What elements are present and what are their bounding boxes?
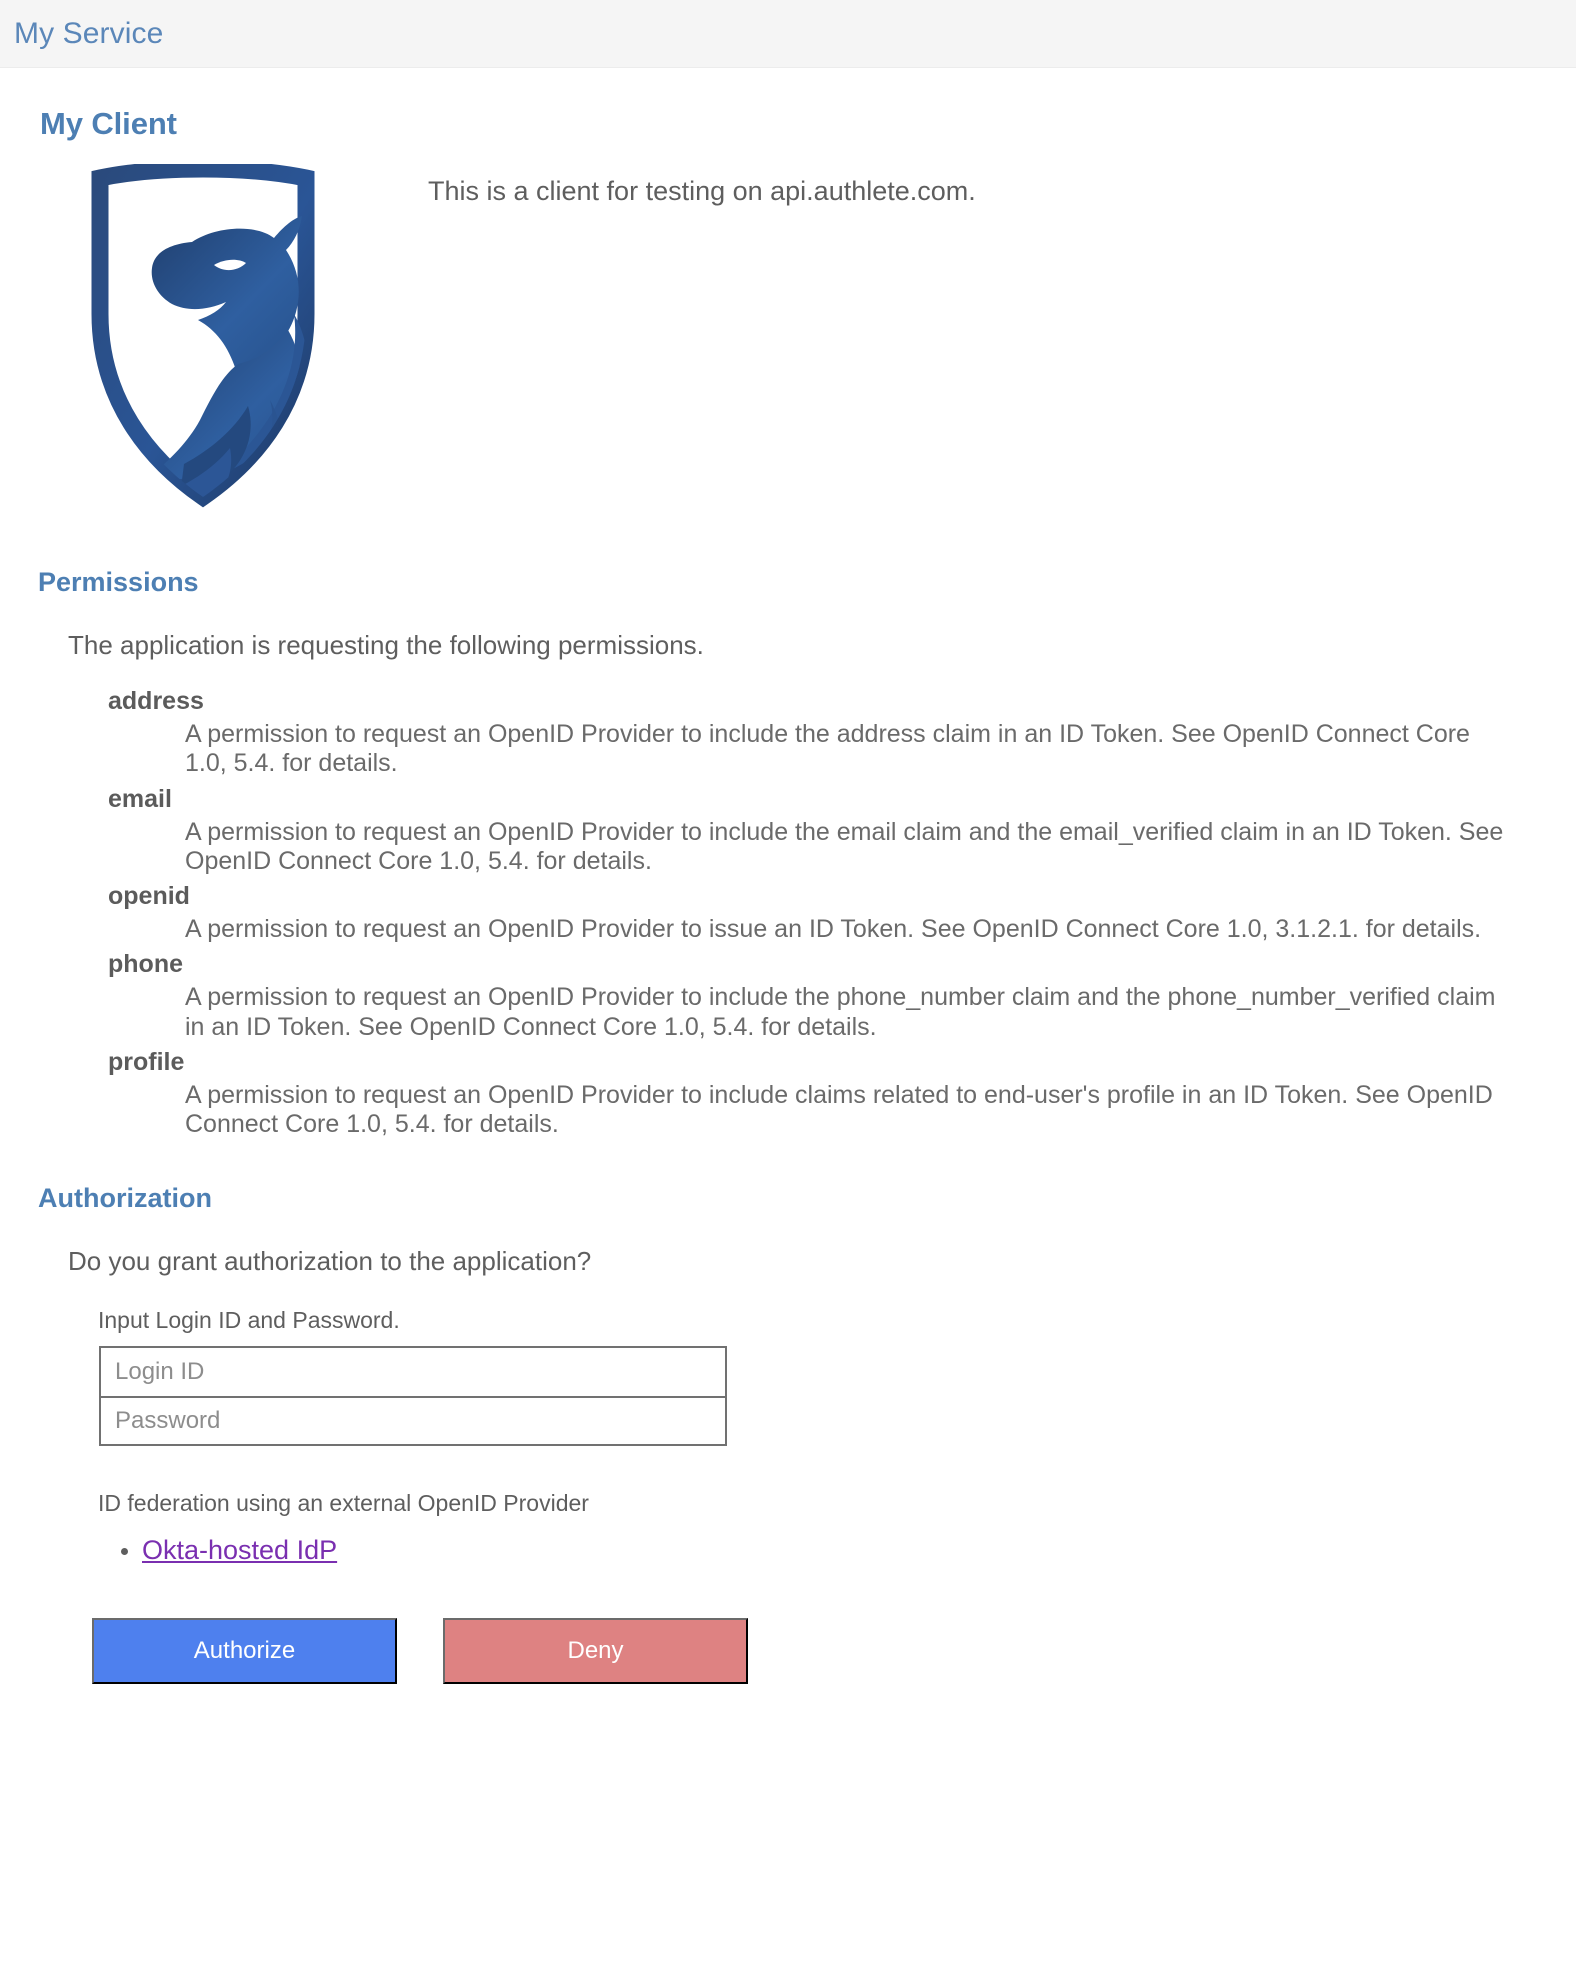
permissions-list	[0, 687, 1576, 1139]
permission-item	[0, 1048, 1576, 1140]
permission-name: email	[108, 784, 172, 813]
permission-item	[0, 687, 1576, 779]
permission-name: openid	[108, 882, 190, 910]
permissions-heading: Permissions	[38, 567, 199, 597]
permission-name: profile	[108, 1047, 185, 1076]
client-name-title: My Client	[40, 106, 177, 141]
authorize-button[interactable]: Authorize	[92, 1618, 397, 1684]
action-buttons	[92, 1618, 1576, 1684]
permission-name: address	[108, 687, 204, 715]
authorization-question: Do you grant authorization to the application?	[68, 1246, 592, 1277]
client-description: This is a client for testing on api.authlete.com.	[428, 176, 976, 206]
okta-hosted-idp-link[interactable]: Okta-hosted IdP	[142, 1535, 338, 1566]
federation-idp-list	[0, 1535, 1576, 1566]
permission-description: A permission to request an OpenID Provider to include the address claim in an ID Token. See OpenID Connect Core 1.0, 5.4. for details.	[185, 720, 1470, 778]
login-id-input[interactable]	[101, 1348, 725, 1396]
permission-description: A permission to request an OpenID Provider to include claims related to end-user's profile in an ID Token. See OpenID Connect Core 1.0, 5.4. for details.	[185, 1080, 1493, 1138]
permission-description: A permission to request an OpenID Provider to include the email claim and the email_verified claim in an ID Token. See OpenID Connect Core 1.0, 5.4. for details.	[185, 817, 1504, 875]
password-input[interactable]	[101, 1396, 725, 1444]
client-logo	[88, 164, 388, 509]
permission-name: phone	[108, 950, 183, 979]
permission-item	[0, 882, 1576, 944]
authorization-heading: Authorization	[38, 1183, 212, 1214]
shield-eagle-logo-icon	[88, 164, 318, 509]
service-header-bar	[0, 0, 1576, 68]
login-prompt-label: Input Login ID and Password.	[98, 1307, 400, 1334]
deny-button[interactable]: Deny	[443, 1618, 748, 1684]
permission-description: A permission to request an OpenID Provider to issue an ID Token. See OpenID Connect Core 1.0, 3.1.2.1. for details.	[185, 915, 1482, 943]
federation-label: ID federation using an external OpenID Provider	[98, 1490, 589, 1517]
client-info-row	[0, 164, 1576, 509]
permission-item	[0, 950, 1576, 1042]
permission-item	[0, 785, 1576, 877]
list-item	[142, 1535, 1576, 1566]
service-name[interactable]: My Service	[14, 16, 164, 50]
login-form	[99, 1346, 727, 1446]
permission-description: A permission to request an OpenID Provider to include the phone_number claim and the phone_number_verified claim in an ID Token. See OpenID Connect Core 1.0, 5.4. for details.	[185, 983, 1496, 1041]
permissions-lead-text: The application is requesting the following permissions.	[68, 630, 704, 660]
